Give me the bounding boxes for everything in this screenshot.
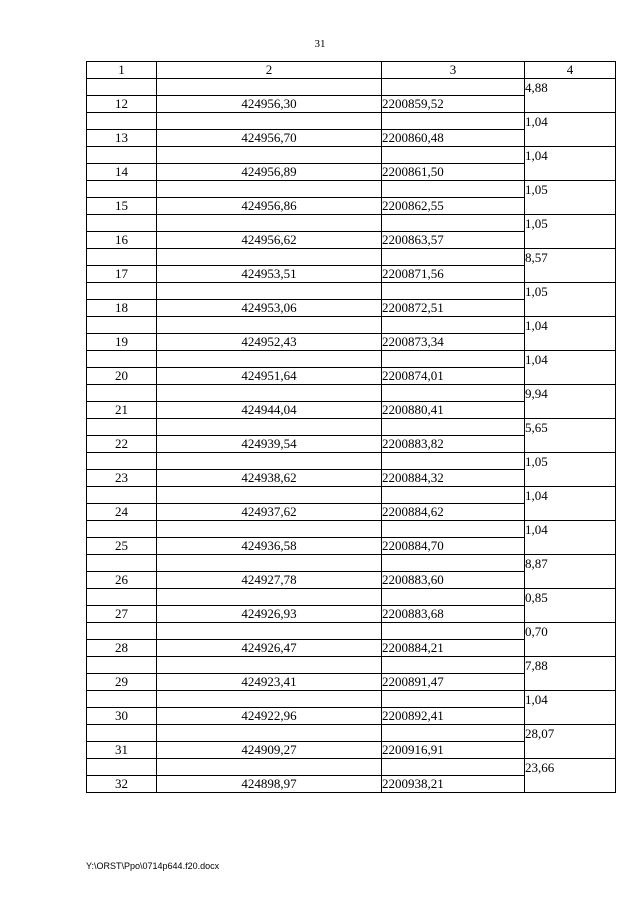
cell-empty xyxy=(87,283,157,300)
cell-y-coordinate: 2200872,51 xyxy=(382,300,525,317)
table-row-distance xyxy=(87,487,616,504)
cell-empty xyxy=(525,674,616,691)
cell-empty xyxy=(157,215,382,232)
cell-empty xyxy=(87,215,157,232)
cell-point-number: 24 xyxy=(87,504,157,521)
table-row-distance xyxy=(87,181,616,198)
cell-distance: 9,94 xyxy=(525,385,616,402)
cell-distance: 1,05 xyxy=(525,181,616,198)
cell-y-coordinate: 2200861,50 xyxy=(382,164,525,181)
table-row-distance xyxy=(87,589,616,606)
cell-y-coordinate: 2200938,21 xyxy=(382,776,525,793)
cell-empty xyxy=(382,283,525,300)
table-row-point xyxy=(87,334,616,351)
page-number: 31 xyxy=(314,38,326,50)
cell-point-number: 15 xyxy=(87,198,157,215)
cell-distance: 4,88 xyxy=(525,79,616,96)
cell-empty xyxy=(382,317,525,334)
table-row-point xyxy=(87,606,616,623)
cell-point-number: 26 xyxy=(87,572,157,589)
cell-y-coordinate: 2200862,55 xyxy=(382,198,525,215)
cell-point-number: 30 xyxy=(87,708,157,725)
cell-empty xyxy=(382,215,525,232)
cell-empty xyxy=(87,453,157,470)
cell-distance: 0,85 xyxy=(525,589,616,606)
cell-empty xyxy=(525,436,616,453)
cell-point-number: 31 xyxy=(87,742,157,759)
cell-distance: 1,04 xyxy=(525,487,616,504)
cell-y-coordinate: 2200883,68 xyxy=(382,606,525,623)
table-row-point xyxy=(87,198,616,215)
cell-empty xyxy=(87,351,157,368)
cell-empty xyxy=(525,708,616,725)
cell-x-coordinate: 424938,62 xyxy=(157,470,382,487)
table-row-point xyxy=(87,266,616,283)
cell-y-coordinate: 2200884,32 xyxy=(382,470,525,487)
cell-distance: 8,87 xyxy=(525,555,616,572)
cell-y-coordinate: 2200874,01 xyxy=(382,368,525,385)
cell-point-number: 14 xyxy=(87,164,157,181)
cell-point-number: 22 xyxy=(87,436,157,453)
cell-y-coordinate: 2200859,52 xyxy=(382,96,525,113)
cell-point-number: 12 xyxy=(87,96,157,113)
cell-empty xyxy=(382,419,525,436)
cell-x-coordinate: 424956,86 xyxy=(157,198,382,215)
table-row-point xyxy=(87,96,616,113)
cell-y-coordinate: 2200884,70 xyxy=(382,538,525,555)
table-row-point xyxy=(87,776,616,793)
cell-empty xyxy=(525,130,616,147)
cell-y-coordinate: 2200880,41 xyxy=(382,402,525,419)
cell-point-number: 20 xyxy=(87,368,157,385)
cell-empty xyxy=(525,640,616,657)
cell-empty xyxy=(157,487,382,504)
cell-y-coordinate: 2200884,21 xyxy=(382,640,525,657)
table-row-distance xyxy=(87,691,616,708)
cell-point-number: 21 xyxy=(87,402,157,419)
cell-empty xyxy=(87,623,157,640)
cell-x-coordinate: 424956,89 xyxy=(157,164,382,181)
cell-empty xyxy=(157,283,382,300)
cell-empty xyxy=(157,79,382,96)
cell-empty xyxy=(525,538,616,555)
cell-empty xyxy=(525,470,616,487)
cell-empty xyxy=(157,589,382,606)
cell-distance: 1,04 xyxy=(525,691,616,708)
footer-file-path: Y:\ORST\Ppo\0714p644.f20.docx xyxy=(86,861,220,871)
cell-empty xyxy=(157,147,382,164)
header-x-coordinate: 2 xyxy=(157,62,382,79)
table-row-point xyxy=(87,674,616,691)
cell-empty xyxy=(525,266,616,283)
cell-empty xyxy=(157,419,382,436)
cell-empty xyxy=(525,164,616,181)
cell-distance: 28,07 xyxy=(525,725,616,742)
cell-point-number: 28 xyxy=(87,640,157,657)
table-row-distance xyxy=(87,351,616,368)
table-row-distance xyxy=(87,521,616,538)
cell-x-coordinate: 424952,43 xyxy=(157,334,382,351)
cell-distance: 1,04 xyxy=(525,351,616,368)
cell-x-coordinate: 424953,06 xyxy=(157,300,382,317)
header-distance: 4 xyxy=(525,62,616,79)
table-row-point xyxy=(87,368,616,385)
cell-empty xyxy=(382,521,525,538)
cell-point-number: 17 xyxy=(87,266,157,283)
cell-x-coordinate: 424927,78 xyxy=(157,572,382,589)
cell-empty xyxy=(382,487,525,504)
cell-empty xyxy=(157,725,382,742)
cell-empty xyxy=(87,657,157,674)
cell-x-coordinate: 424956,70 xyxy=(157,130,382,147)
cell-point-number: 23 xyxy=(87,470,157,487)
cell-y-coordinate: 2200916,91 xyxy=(382,742,525,759)
cell-empty xyxy=(157,351,382,368)
cell-empty xyxy=(87,181,157,198)
cell-empty xyxy=(157,453,382,470)
cell-point-number: 27 xyxy=(87,606,157,623)
cell-empty xyxy=(87,79,157,96)
cell-x-coordinate: 424923,41 xyxy=(157,674,382,691)
cell-x-coordinate: 424953,51 xyxy=(157,266,382,283)
cell-y-coordinate: 2200873,34 xyxy=(382,334,525,351)
cell-point-number: 13 xyxy=(87,130,157,147)
table-header-row xyxy=(87,62,616,79)
cell-empty xyxy=(525,368,616,385)
cell-empty xyxy=(382,113,525,130)
header-point-number: 1 xyxy=(87,62,157,79)
cell-empty xyxy=(382,453,525,470)
table-row-point xyxy=(87,640,616,657)
cell-distance: 5,65 xyxy=(525,419,616,436)
table-row-point xyxy=(87,436,616,453)
table-row-distance xyxy=(87,623,616,640)
cell-empty xyxy=(382,589,525,606)
cell-x-coordinate: 424956,62 xyxy=(157,232,382,249)
cell-empty xyxy=(157,181,382,198)
table-row-distance xyxy=(87,759,616,776)
cell-empty xyxy=(525,572,616,589)
table-row-point xyxy=(87,572,616,589)
table-body xyxy=(87,79,616,793)
cell-empty xyxy=(157,113,382,130)
cell-y-coordinate: 2200883,60 xyxy=(382,572,525,589)
cell-empty xyxy=(157,521,382,538)
cell-empty xyxy=(525,198,616,215)
cell-empty xyxy=(382,249,525,266)
cell-y-coordinate: 2200871,56 xyxy=(382,266,525,283)
table-row-distance xyxy=(87,725,616,742)
cell-empty xyxy=(382,759,525,776)
cell-x-coordinate: 424937,62 xyxy=(157,504,382,521)
cell-y-coordinate: 2200884,62 xyxy=(382,504,525,521)
table-row-distance xyxy=(87,147,616,164)
cell-x-coordinate: 424926,93 xyxy=(157,606,382,623)
cell-x-coordinate: 424936,58 xyxy=(157,538,382,555)
cell-empty xyxy=(87,589,157,606)
cell-empty xyxy=(157,555,382,572)
cell-empty xyxy=(525,776,616,793)
table-row-distance xyxy=(87,283,616,300)
cell-empty xyxy=(525,606,616,623)
cell-empty xyxy=(87,725,157,742)
table-row-distance xyxy=(87,657,616,674)
header-y-coordinate: 3 xyxy=(382,62,525,79)
cell-x-coordinate: 424909,27 xyxy=(157,742,382,759)
cell-distance: 7,88 xyxy=(525,657,616,674)
table-row-point xyxy=(87,538,616,555)
cell-x-coordinate: 424922,96 xyxy=(157,708,382,725)
cell-empty xyxy=(87,691,157,708)
cell-empty xyxy=(157,317,382,334)
cell-empty xyxy=(157,657,382,674)
cell-empty xyxy=(87,419,157,436)
table-row-point xyxy=(87,300,616,317)
cell-x-coordinate: 424898,97 xyxy=(157,776,382,793)
cell-distance: 1,04 xyxy=(525,113,616,130)
cell-empty xyxy=(382,623,525,640)
cell-empty xyxy=(382,691,525,708)
cell-distance: 8,57 xyxy=(525,249,616,266)
cell-empty xyxy=(525,742,616,759)
cell-empty xyxy=(87,521,157,538)
cell-empty xyxy=(382,385,525,402)
cell-empty xyxy=(157,623,382,640)
cell-empty xyxy=(87,759,157,776)
cell-empty xyxy=(525,504,616,521)
cell-empty xyxy=(157,691,382,708)
cell-empty xyxy=(87,249,157,266)
cell-y-coordinate: 2200892,41 xyxy=(382,708,525,725)
cell-empty xyxy=(525,300,616,317)
table-row-distance xyxy=(87,419,616,436)
cell-point-number: 18 xyxy=(87,300,157,317)
cell-empty xyxy=(87,317,157,334)
cell-distance: 23,66 xyxy=(525,759,616,776)
table-row-distance xyxy=(87,453,616,470)
cell-empty xyxy=(525,334,616,351)
table-row-distance xyxy=(87,113,616,130)
table-row-point xyxy=(87,232,616,249)
table-row-distance xyxy=(87,555,616,572)
table-row-point xyxy=(87,130,616,147)
cell-distance: 1,04 xyxy=(525,317,616,334)
cell-empty xyxy=(382,181,525,198)
table-row-distance xyxy=(87,317,616,334)
cell-y-coordinate: 2200891,47 xyxy=(382,674,525,691)
table-row-point xyxy=(87,402,616,419)
cell-x-coordinate: 424944,04 xyxy=(157,402,382,419)
cell-y-coordinate: 2200863,57 xyxy=(382,232,525,249)
table-row-distance xyxy=(87,215,616,232)
cell-empty xyxy=(87,385,157,402)
table-row-distance xyxy=(87,249,616,266)
table-row-point xyxy=(87,504,616,521)
cell-y-coordinate: 2200860,48 xyxy=(382,130,525,147)
cell-distance: 1,05 xyxy=(525,283,616,300)
table-row-point xyxy=(87,470,616,487)
coordinates-table xyxy=(86,61,616,793)
cell-y-coordinate: 2200883,82 xyxy=(382,436,525,453)
cell-empty xyxy=(382,79,525,96)
cell-point-number: 32 xyxy=(87,776,157,793)
cell-point-number: 16 xyxy=(87,232,157,249)
cell-empty xyxy=(157,759,382,776)
table-row-distance xyxy=(87,385,616,402)
cell-empty xyxy=(87,113,157,130)
cell-empty xyxy=(382,351,525,368)
cell-point-number: 29 xyxy=(87,674,157,691)
table-row-distance xyxy=(87,79,616,96)
cell-x-coordinate: 424926,47 xyxy=(157,640,382,657)
cell-distance: 1,05 xyxy=(525,453,616,470)
cell-empty xyxy=(382,657,525,674)
cell-empty xyxy=(525,232,616,249)
cell-x-coordinate: 424951,64 xyxy=(157,368,382,385)
table-row-point xyxy=(87,164,616,181)
cell-empty xyxy=(157,385,382,402)
cell-point-number: 19 xyxy=(87,334,157,351)
cell-distance: 1,05 xyxy=(525,215,616,232)
cell-x-coordinate: 424939,54 xyxy=(157,436,382,453)
table-row-point xyxy=(87,708,616,725)
cell-distance: 1,04 xyxy=(525,521,616,538)
cell-point-number: 25 xyxy=(87,538,157,555)
cell-empty xyxy=(382,555,525,572)
cell-empty xyxy=(157,249,382,266)
cell-empty xyxy=(87,147,157,164)
cell-empty xyxy=(87,487,157,504)
cell-empty xyxy=(87,555,157,572)
cell-empty xyxy=(382,147,525,164)
cell-distance: 1,04 xyxy=(525,147,616,164)
cell-distance: 0,70 xyxy=(525,623,616,640)
table-row-point xyxy=(87,742,616,759)
cell-empty xyxy=(525,402,616,419)
cell-empty xyxy=(525,96,616,113)
cell-x-coordinate: 424956,30 xyxy=(157,96,382,113)
cell-empty xyxy=(382,725,525,742)
